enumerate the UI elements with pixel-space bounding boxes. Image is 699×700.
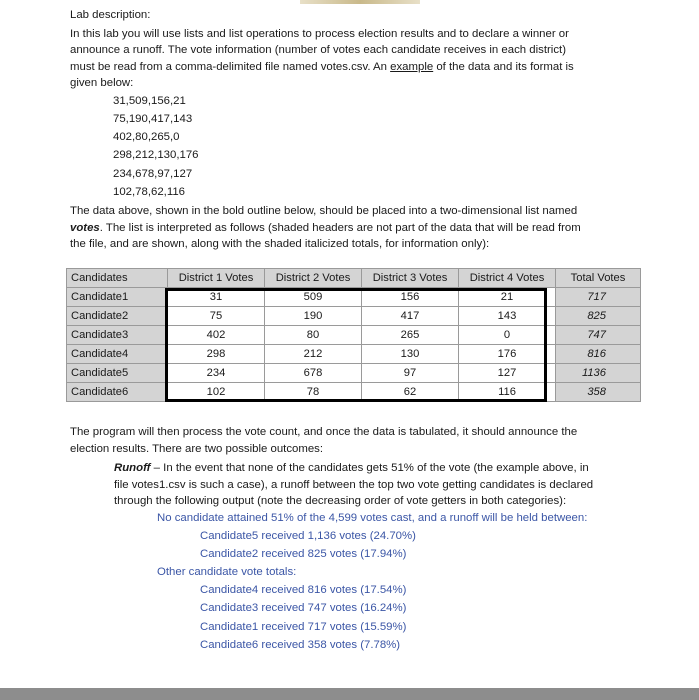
- intro-line-4: given below:: [70, 77, 134, 89]
- district-2-cell: 509: [265, 288, 362, 307]
- outcome-section: [70, 424, 640, 655]
- output-line: Candidate6 received 358 votes (7.78%): [200, 638, 401, 651]
- table-header-row: [67, 269, 641, 288]
- output-line: Candidate4 received 816 votes (17.54%): [200, 584, 407, 597]
- top-image-edge: [300, 0, 420, 4]
- district-4-cell: 0: [459, 326, 556, 345]
- district-1-cell: 31: [168, 288, 265, 307]
- output-line: Candidate3 received 747 votes (16.24%): [200, 602, 407, 615]
- district-4-cell: 127: [459, 364, 556, 383]
- district-1-cell: 402: [168, 326, 265, 345]
- header-total: Total Votes: [556, 269, 641, 288]
- runoff-line-2: file votes1.csv is such a case), a runoff between the top two vote getting candidates is declared: [114, 478, 594, 491]
- district-4-cell: 116: [459, 383, 556, 402]
- candidate-name: Candidate5: [67, 364, 168, 383]
- lab-description: [70, 7, 630, 253]
- output-line: Candidate1 received 717 votes (15.59%): [200, 620, 407, 633]
- table-row: [67, 364, 641, 383]
- district-4-cell: 143: [459, 307, 556, 326]
- table-row: [67, 307, 641, 326]
- total-cell: 825: [556, 307, 641, 326]
- output-other-header: Other candidate vote totals:: [157, 566, 297, 579]
- total-cell: 717: [556, 288, 641, 307]
- district-4-cell: 176: [459, 345, 556, 364]
- district-2-cell: 190: [265, 307, 362, 326]
- district-3-cell: 265: [362, 326, 459, 345]
- candidate-name: Candidate1: [67, 288, 168, 307]
- table-row: [67, 326, 641, 345]
- candidate-name: Candidate3: [67, 326, 168, 345]
- sample-output: [70, 510, 640, 656]
- district-1-cell: 75: [168, 307, 265, 326]
- data-line: 75,190,417,143: [113, 112, 193, 125]
- data-line: 402,80,265,0: [113, 131, 180, 144]
- candidate-name: Candidate4: [67, 345, 168, 364]
- table-row: [67, 345, 641, 364]
- intro-line-2: announce a runoff. The vote information (number of votes each candidate receives in each district): [70, 44, 566, 56]
- example-word: example: [390, 60, 434, 73]
- data-line: 234,678,97,127: [113, 167, 193, 180]
- district-3-cell: 130: [362, 345, 459, 364]
- data-line: 31,509,156,21: [113, 94, 186, 107]
- output-header: No candidate attained 51% of the 4,599 votes cast, and a runoff will be held between:: [157, 511, 588, 524]
- district-1-cell: 102: [168, 383, 265, 402]
- outcome-line-2: election results. There are two possible outcomes:: [70, 442, 324, 455]
- output-line: Candidate2 received 825 votes (17.94%): [200, 547, 407, 560]
- table-row: [67, 383, 641, 402]
- intro-line-3: must be read from a comma-delimited file named votes.csv. An example of the data and its format is: [70, 60, 574, 73]
- total-cell: 816: [556, 345, 641, 364]
- header-candidates: Candidates: [67, 269, 168, 288]
- heading: Lab description:: [70, 9, 151, 21]
- total-cell: 1136: [556, 364, 641, 383]
- district-4-cell: 21: [459, 288, 556, 307]
- total-cell: 747: [556, 326, 641, 345]
- intro-line-1: In this lab you will use lists and list operations to process election results and to declare a winner or: [70, 27, 569, 40]
- district-3-cell: 62: [362, 383, 459, 402]
- votes-variable: votes: [70, 221, 100, 234]
- district-1-cell: 234: [168, 364, 265, 383]
- sample-data: [113, 93, 630, 203]
- runoff-line-1: Runoff – In the event that none of the candidates gets 51% of the vote (the example above, in: [114, 462, 589, 474]
- table-intro-1: The data above, shown in the bold outline below, should be placed into a two-dimensional list named: [70, 205, 578, 218]
- runoff-label: Runoff: [114, 462, 151, 474]
- outcome-line-1: The program will then process the vote count, and once the data is tabulated, it should announce the: [70, 426, 578, 438]
- district-3-cell: 156: [362, 288, 459, 307]
- output-line: Candidate5 received 1,136 votes (24.70%): [200, 529, 416, 542]
- district-3-cell: 97: [362, 364, 459, 383]
- total-cell: 358: [556, 383, 641, 402]
- district-2-cell: 78: [265, 383, 362, 402]
- candidate-name: Candidate6: [67, 383, 168, 402]
- table-intro-2: votes. The list is interpreted as follows (shaded headers are not part of the data that will be read from: [70, 221, 581, 234]
- runoff-description: [114, 460, 640, 510]
- district-3-cell: 417: [362, 307, 459, 326]
- district-2-cell: 678: [265, 364, 362, 383]
- data-line: 102,78,62,116: [113, 185, 185, 198]
- header-district-1: District 1 Votes: [168, 269, 265, 288]
- district-1-cell: 298: [168, 345, 265, 364]
- district-2-cell: 80: [265, 326, 362, 345]
- header-district-4: District 4 Votes: [459, 269, 556, 288]
- data-line: 298,212,130,176: [113, 149, 199, 162]
- header-district-2: District 2 Votes: [265, 269, 362, 288]
- table-intro-3: the file, and are shown, along with the shaded italicized totals, for information only):: [70, 238, 490, 251]
- header-district-3: District 3 Votes: [362, 269, 459, 288]
- table-row: [67, 288, 641, 307]
- candidate-name: Candidate2: [67, 307, 168, 326]
- runoff-line-3: through the following output (note the decreasing order of vote getters in both categories):: [114, 495, 567, 507]
- votes-table: [66, 268, 641, 402]
- bottom-bar: [0, 688, 699, 700]
- district-2-cell: 212: [265, 345, 362, 364]
